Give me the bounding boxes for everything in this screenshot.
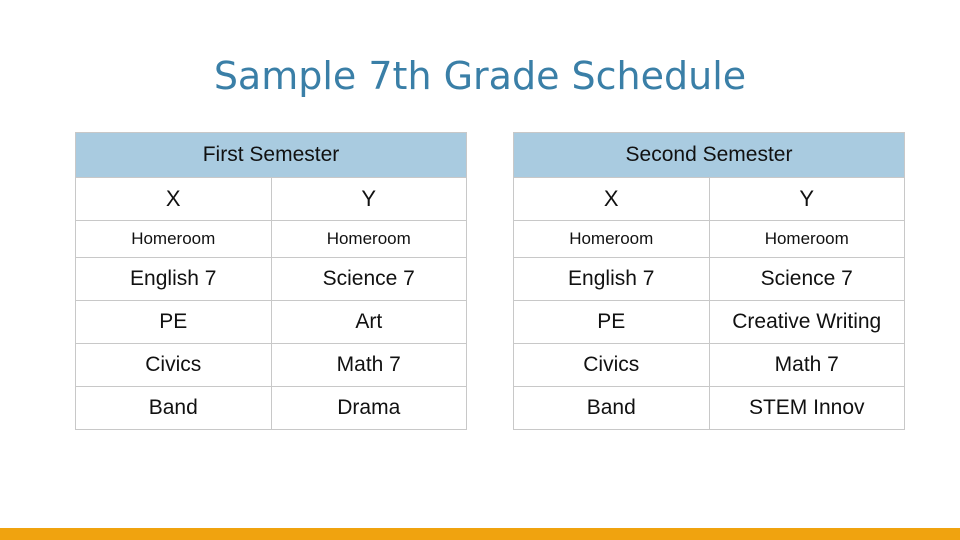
accent-bar	[0, 528, 960, 540]
table-cell: Art	[271, 301, 467, 344]
table-row	[76, 221, 467, 258]
table-cell: Civics	[514, 344, 710, 387]
table-cell: Drama	[271, 387, 467, 430]
column-header-y: Y	[709, 178, 905, 221]
table-cell: Band	[76, 387, 272, 430]
table-cell: Science 7	[271, 258, 467, 301]
table-cell: Civics	[76, 344, 272, 387]
table-row	[514, 301, 905, 344]
semester-header: First Semester	[76, 133, 467, 178]
table-cell: STEM Innov	[709, 387, 905, 430]
table-cell: Homeroom	[76, 221, 272, 258]
table-cell: Homeroom	[271, 221, 467, 258]
table-row	[514, 344, 905, 387]
table-cell: Creative Writing	[709, 301, 905, 344]
page-title: Sample 7th Grade Schedule	[213, 54, 747, 98]
table-row	[76, 301, 467, 344]
table-row	[76, 258, 467, 301]
table-cell: Math 7	[709, 344, 905, 387]
table-cell: PE	[514, 301, 710, 344]
column-header-y: Y	[271, 178, 467, 221]
table-cell: Homeroom	[709, 221, 905, 258]
table-cell: Science 7	[709, 258, 905, 301]
table-cell: English 7	[514, 258, 710, 301]
table-cell: English 7	[76, 258, 272, 301]
table-row	[76, 344, 467, 387]
table-cell: Band	[514, 387, 710, 430]
column-header-x: X	[514, 178, 710, 221]
table-row	[514, 387, 905, 430]
table-row	[514, 221, 905, 258]
table-cell: Math 7	[271, 344, 467, 387]
table-row	[514, 258, 905, 301]
table-cell: Homeroom	[514, 221, 710, 258]
table-row	[76, 387, 467, 430]
semester-header: Second Semester	[514, 133, 905, 178]
first-semester-table	[75, 132, 467, 430]
column-header-x: X	[76, 178, 272, 221]
second-semester-table	[513, 132, 905, 430]
table-cell: PE	[76, 301, 272, 344]
